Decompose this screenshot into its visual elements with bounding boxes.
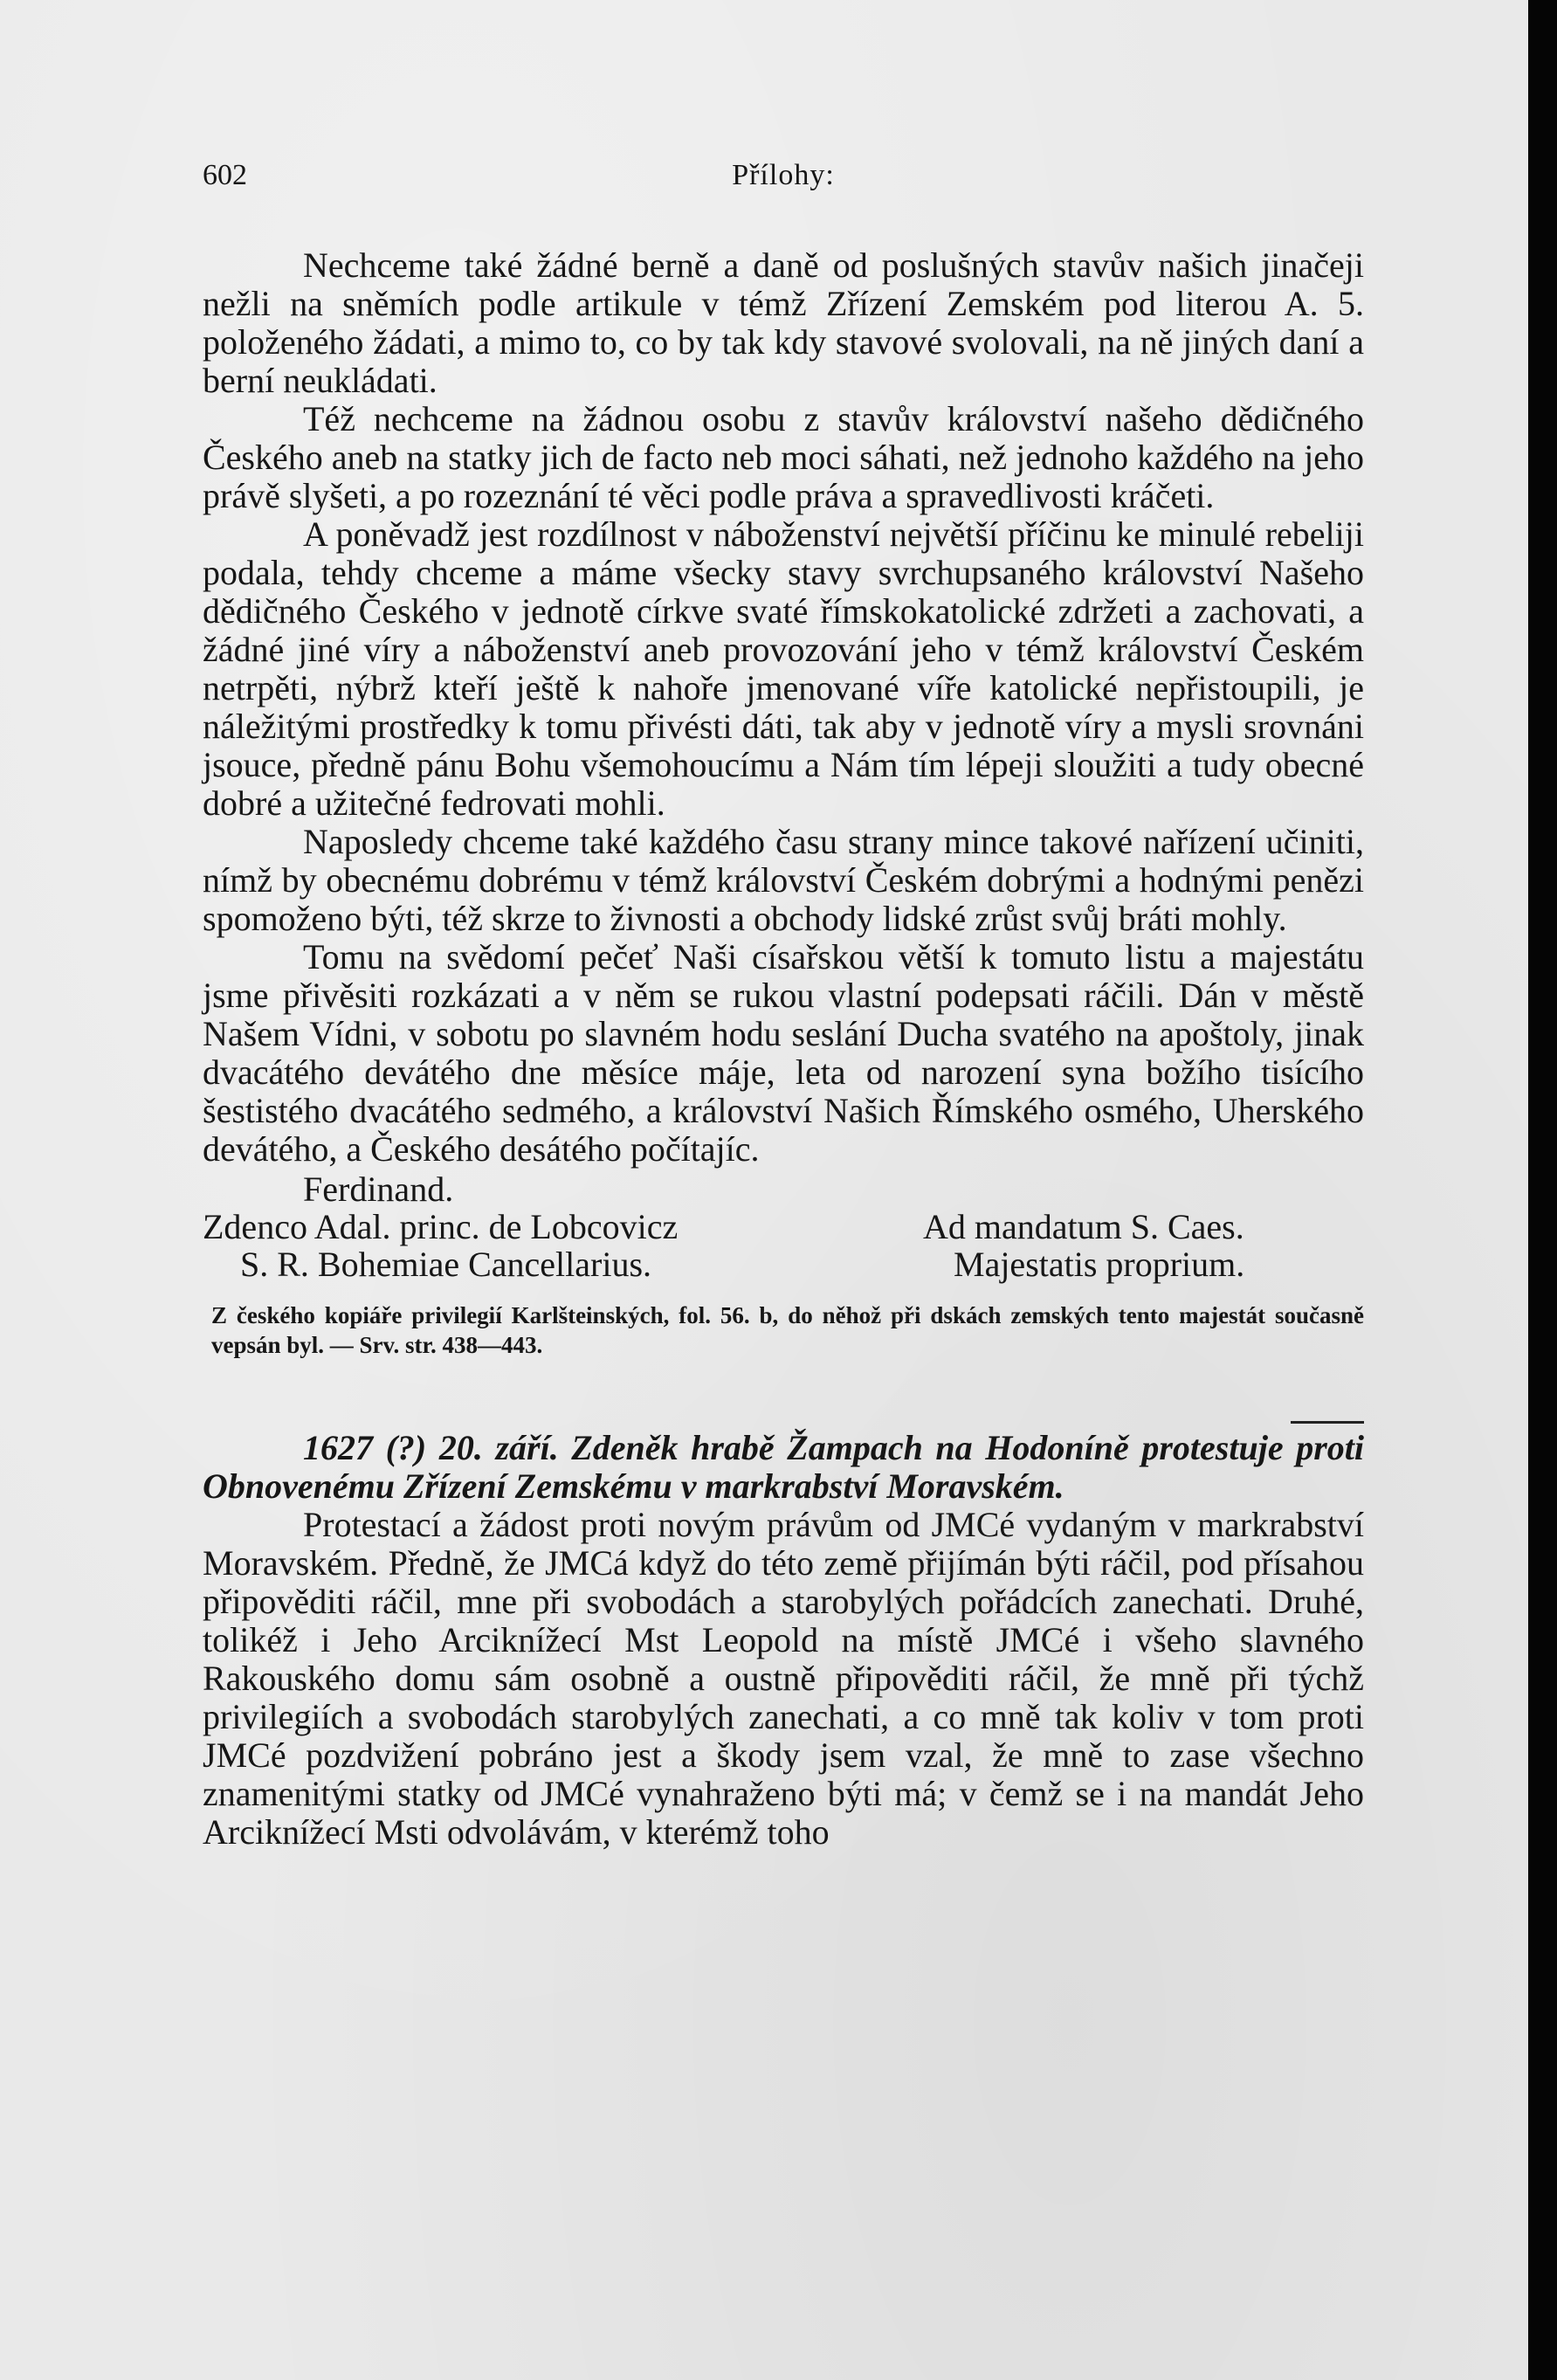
- chancellor-title: S. R. Bohemiae Cancellarius.: [240, 1245, 652, 1284]
- chancellor-signature: Zdenco Adal. princ. de Lobcovicz: [203, 1207, 679, 1246]
- charter-text: [203, 246, 1364, 1169]
- mandate-note-continued: Majestatis proprium.: [954, 1245, 1245, 1284]
- mandate-note: Ad mandatum S. Caes.: [923, 1207, 1244, 1246]
- source-note: Z českého kopiáře privilegií Karlšteinských, fol. 56. b, do něhož při dskách zemských tento majestát současně vepsán byl. — Srv. str. 438—443.: [211, 1302, 1364, 1358]
- entry-text: Protestací a žádost proti novým právům od JMCé vydaným v markrabství Moravském. Předně, že JMCá když do této země přijímán býti ráčil, pod přísahou připověditi ráčil, mne při svobodách a starobylých pořádcích zanechati. Druhé, tolikéž i Jeho Arciknížecí Mst Leopold na místě JMCé i všeho slavného Rakouského domu sám osobně a oustně připověditi ráčil, že mně při týchž privilegiích a svobodách starobylých zanechati, a co mně tak koliv v tom proti JMCé pozdvižení pobráno jest a škody jsem vzal, že mně to zase všechno znamenitými statky od JMCé vynahraženo býti má; v čemž se i na mandát Jeho Arciknížecí Msti odvolávám, v kterémž toho: [203, 1505, 1364, 1852]
- paragraph: Nechceme také žádné berně a daně od poslušných stavův našich jinačeji nežli na sněmích podle artikule v témž Zřízení Zemském pod literou A. 5. položeného žádati, a mimo to, co by tak kdy stavové svolovali, na ně jiných daní a berní neukládati.: [203, 245, 1364, 400]
- paragraph: Naposledy chceme také každého času strany mince takové nařízení učiniti, nímž by obecnému dobrému v témž království Českém dobrými a hodnými penězi spomoženo býti, též skrze to živnosti a obchody lidské zrůst svůj bráti mohly.: [203, 822, 1364, 938]
- paragraph: Též nechceme na žádnou osobu z stavův království našeho dědičného Českého aneb na statky jich de facto neb moci sáhati, než jednoho každého na jeho právě slyšeti, a po rozeznání té věci podle práva a spravedlivosti kráčeti.: [203, 399, 1364, 515]
- section-divider: [1291, 1421, 1364, 1424]
- signature-block: [203, 1170, 1364, 1283]
- paragraph: A poněvadž jest rozdílnost v náboženství největší příčinu ke minulé rebeliji podala, tehdy chceme a máme všecky stavy svrchupsaného království Našeho dědičného Českého v jednotě církve svaté římskokatolické zdržeti a zachovati, a žádné jiné víry a náboženství aneb provozování jeho v témž království Českém netrpěti, nýbrž kteří ještě k nahoře jmenované víře katolické nepřistoupili, je náležitými prostředky k tomu přivésti dáti, tak aby v jednotě víry a mysli srovnáni jsouce, předně pánu Bohu všemohoucímu a Nám tím lépeji sloužiti a tudy obecné dobré a užitečné fedrovati mohli.: [203, 514, 1364, 823]
- paragraph: Tomu na svědomí pečeť Naši císařskou větší k tomuto listu a majestátu jsme přivěsiti rozkázati a v něm se rukou vlastní podepsati ráčili. Dán v městě Našem Vídni, v sobotu po slavném hodu seslání Ducha svatého na apoštoly, jinak dvacátého devátého dne měsíce máje, leta od narození syna božího tisícího šestistého dvacátého sedmého, a království Našich Římského osmého, Uherského devátého, a Českého desátého počítajíc.: [203, 937, 1364, 1169]
- section-title: Přílohy:: [732, 159, 835, 191]
- entry-heading: 1627 (?) 20. září. Zdeněk hrabě Žampach na Hodoníně protestuje proti Obnovenému Zřízení Zemskému v markrabství Moravském.: [203, 1428, 1364, 1506]
- page-number: 602: [203, 159, 247, 191]
- page-content: [203, 148, 1364, 1852]
- scan-edge: [1528, 0, 1557, 2380]
- running-header: [203, 148, 1364, 201]
- monarch-signature: Ferdinand.: [303, 1169, 454, 1209]
